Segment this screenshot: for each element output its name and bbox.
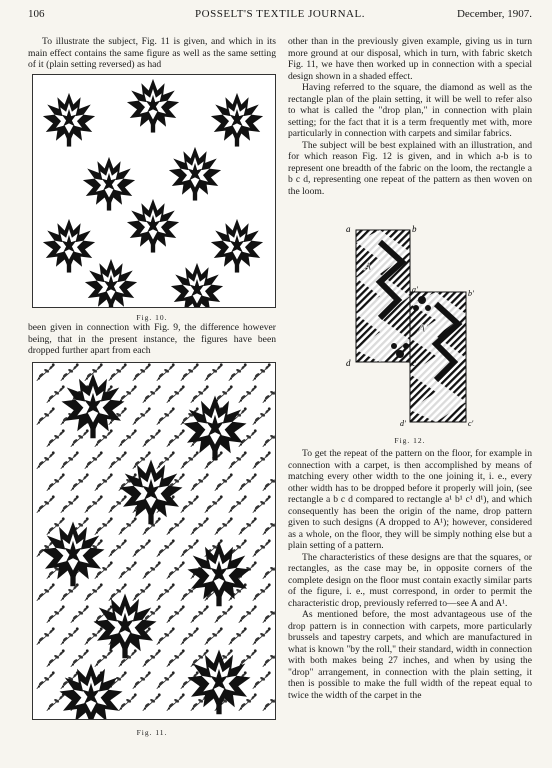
fig10-motif [43,93,95,147]
fig11-sprig [109,495,127,512]
right-paragraph-5: The characteristics of these designs are that the squares, or rectangles, as the case may be, in opposite corners of the complete design on the floor must contain exactly similar parts of the figure, i. e., must correspond, in order to permit the characteristic drop, previously referred to—see A and A¹. [288,551,532,609]
fig11-sprig [119,649,137,666]
fig11-sprig [85,583,103,600]
figure-12-right-width [410,292,466,422]
fig11-sprig [133,363,151,380]
fig11-sprig [37,583,55,600]
right-paragraph-4: To get the repeat of the pattern on the floor, for example in connection with a carpet, is then accomplished by means of matching every other width to the one joining it, i. e., every other width has to be dropped before it properly will join, (see rectangle a b c d compared to rectangle a¹ b¹ c¹ d¹), and which consequently has been the origin of the name, drop pattern given to such designs (A dropped to A¹); however, considered as a whole, on the floor, they will be simply nothing else but a plain setting of a pattern. [288,448,532,551]
left-paragraph-1: To illustrate the subject, Fig. 11 is given, and which in its main effect contains the same figure as well as the same setting of it (plain setting reversed) as had [28,36,276,70]
figure-12-caption: Fig. 12. [394,436,426,445]
fig11-sprig [119,385,137,402]
figure-12-left-width [356,230,410,362]
fig10-motif [211,93,263,147]
fig11-sprig [143,429,161,446]
label-d: d [346,358,351,368]
page-header [28,8,532,24]
fig11-sprig [167,693,185,710]
right-paragraph-3: The subject will be best explained with an illustration, and for which reason Fig. 12 is given, and in which a-b is to represent one breadth of the fabric on the loom, the rectangle a b c d, representing one repeat of the pattern as then woven on the loom. [288,139,532,197]
fig11-sprig [109,539,127,556]
figure-11-drawing [33,363,275,719]
fig11-sprig [229,451,247,468]
label-b1: b' [468,289,474,298]
fig11-sprig [37,495,55,512]
fig11-sprig [167,605,185,622]
fig11-sprig [157,451,175,468]
fig11-sprig [239,649,257,666]
fig11-motif [188,542,251,607]
fig11-sprig [47,429,65,446]
fig11-sprig [37,671,55,688]
label-c1: c' [468,419,474,428]
fig11-sprig [37,363,55,380]
fig11-sprig [239,517,257,534]
fig11-sprig [47,473,65,490]
fig11-sprig [263,605,275,622]
fig11-sprig [215,385,233,402]
fig11-sprig [109,451,127,468]
fig11-sprig [143,649,161,666]
fig11-sprig [263,385,275,402]
fig11-sprig [85,495,103,512]
label-a1: a' [412,285,418,294]
fig11-sprig [167,517,185,534]
label-A1: A' [418,321,428,335]
fig10-motif [85,259,137,307]
fig11-sprig [263,473,275,490]
fig11-sprig [47,605,65,622]
fig11-motif [184,396,247,461]
fig11-sprig [191,517,209,534]
fig11-sprig [119,517,137,534]
fig11-sprig [167,561,185,578]
fig11-sprig [205,495,223,512]
fig11-sprig [119,429,137,446]
fig11-sprig [157,583,175,600]
fig11-sprig [239,473,257,490]
fig11-sprig [215,473,233,490]
left-column-intro [28,36,276,71]
issue-date: December, 1907. [456,8,532,20]
fig11-sprig [133,407,151,424]
fig11-sprig [85,451,103,468]
fig11-sprig [61,627,79,644]
fig11-sprig [191,385,209,402]
fig11-sprig [109,363,127,380]
fig11-sprig [181,363,199,380]
journal-title: POSSELT'S TEXTILE JOURNAL. [195,8,365,20]
fig11-sprig [143,385,161,402]
fig10-motif [211,219,263,273]
fig10-motif [169,147,221,201]
fig11-sprig [95,429,113,446]
figure-11-caption: Fig. 11. [136,728,168,737]
fig11-sprig [37,451,55,468]
fig11-motif [62,374,125,439]
fig11-sprig [119,693,137,710]
fig11-sprig [263,429,275,446]
fig11-sprig [253,539,271,556]
fig11-sprig [253,627,271,644]
fig10-motif [171,263,223,307]
fig11-sprig [157,363,175,380]
fig11-sprig [119,561,137,578]
figure-10-caption: Fig. 10. [136,313,168,322]
fig11-sprig [215,605,233,622]
fig11-sprig [263,649,275,666]
fig11-motif [60,664,123,720]
fig11-sprig [37,407,55,424]
fig11-sprig [143,561,161,578]
fig11-sprig [71,473,89,490]
fig11-sprig [133,671,151,688]
fig11-sprig [157,539,175,556]
page-number: 106 [28,8,45,20]
fig11-sprig [61,451,79,468]
fig11-sprig [47,693,65,710]
fig11-sprig [229,495,247,512]
fig11-motif [120,460,183,525]
right-paragraph-1: other than in the previously given example, giving us in turn more ground at our disposal, which in turn, with fabric sketch Fig. 11, we have then worked up in connection with a special design shown in a shaded effect. [288,36,532,82]
fig11-sprig [181,627,199,644]
label-b: b [412,224,417,234]
fig11-sprig [263,517,275,534]
fig11-sprig [85,627,103,644]
label-A: A [364,259,372,273]
label-c: c [412,358,416,368]
fig11-sprig [191,605,209,622]
fig11-sprig [61,495,79,512]
fig11-sprig [253,407,271,424]
left-column-continued [28,322,276,357]
fig11-sprig [71,429,89,446]
fig11-sprig [133,451,151,468]
left-paragraph-2: been given in connection with Fig. 9, the difference however being, that in the present instance, the figures have been dropped further apart from each [28,322,276,356]
fig11-sprig [181,495,199,512]
fig11-sprig [157,407,175,424]
fig11-sprig [239,605,257,622]
fig11-sprig [205,627,223,644]
fig11-sprig [215,517,233,534]
right-paragraph-6: As mentioned before, the most advantageous use of the drop pattern is in connection with carpets, more particularly brussels and tapestry carpets, and which are manufactured in what is known "by the roll," their standard, width in connection with both makes being 27 inches, and when by using the "drop" arrangement, in connection with the plain setting, it then is possible to make the full width of the repeat equal to twice the width of the carpet in the [288,609,532,701]
fig11-sprig [157,627,175,644]
right-column-top [288,36,532,197]
fig11-sprig [229,363,247,380]
figure-11 [32,362,276,720]
fig11-sprig [71,649,89,666]
fig11-sprig [95,517,113,534]
fig11-sprig [133,583,151,600]
fig11-sprig [229,627,247,644]
fig10-motif [83,157,135,211]
fig11-sprig [253,451,271,468]
fig11-sprig [263,561,275,578]
fig11-sprig [47,649,65,666]
fig10-motif [127,79,179,133]
fig11-motif [94,594,157,659]
fig11-sprig [181,539,199,556]
fig11-sprig [157,671,175,688]
right-paragraph-2: Having referred to the square, the diamond as well as the rectangle plan of the plain setting, it will be well to refer also to what is called the "drop plan," in connection with plain setting; for the fact that it is a term frequently met with, more particularly in connection with carpets and similar fabrics. [288,82,532,139]
fig11-sprig [239,429,257,446]
fig10-motif [127,199,179,253]
fig11-sprig [143,693,161,710]
fig11-sprig [47,385,65,402]
fig11-sprig [253,583,271,600]
fig11-sprig [133,539,151,556]
fig11-sprig [95,561,113,578]
fig11-sprig [95,649,113,666]
label-a: a [346,224,351,234]
fig11-sprig [61,583,79,600]
fig11-sprig [37,627,55,644]
right-column-bottom [288,448,532,701]
fig11-sprig [71,605,89,622]
fig11-sprig [253,495,271,512]
fig11-sprig [205,363,223,380]
figure-12 [340,222,500,432]
fig11-sprig [95,473,113,490]
fig11-sprig [167,649,185,666]
label-d1: d' [400,419,406,428]
fig11-sprig [167,385,185,402]
fig11-sprig [61,363,79,380]
fig11-sprig [263,693,275,710]
fig11-sprig [253,363,271,380]
fig10-motif [43,219,95,273]
fig11-sprig [181,451,199,468]
fig11-sprig [191,473,209,490]
fig11-sprig [253,671,271,688]
fig11-sprig [239,385,257,402]
fig11-sprig [167,429,185,446]
figure-10 [32,74,276,308]
figure-10-drawing [33,75,275,307]
